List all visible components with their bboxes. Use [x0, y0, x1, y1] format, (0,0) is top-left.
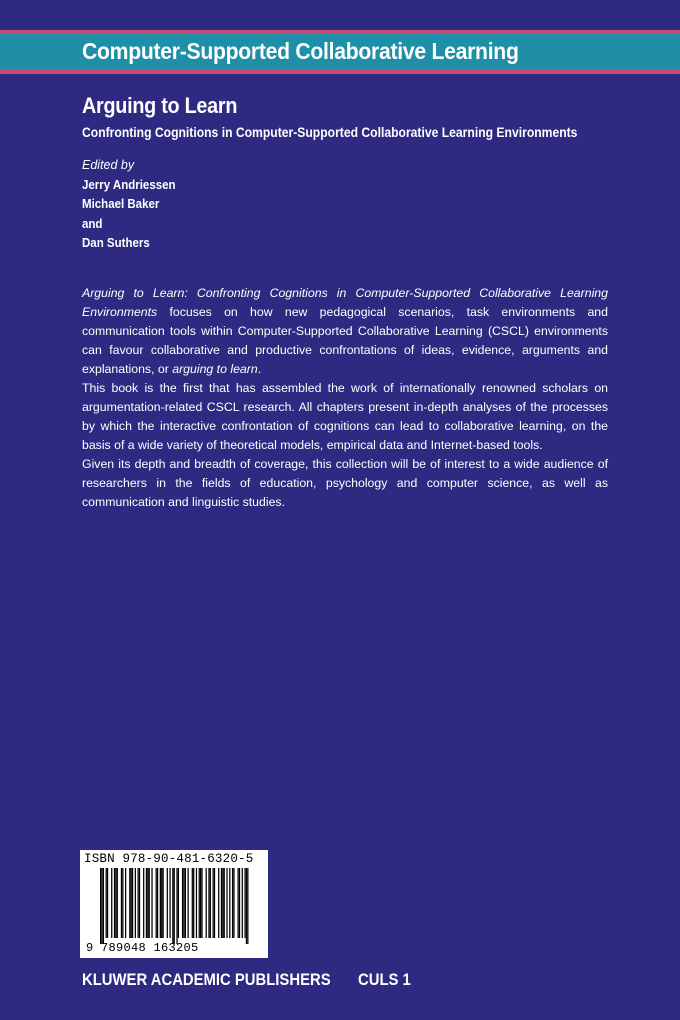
book-subtitle: Confronting Cognitions in Computer-Supported Collaborative Learning Environments — [82, 125, 578, 140]
barcode-bar — [242, 868, 243, 938]
barcode-bar — [201, 868, 202, 938]
barcode-bar — [100, 868, 101, 944]
barcode-bar — [122, 868, 123, 938]
barcode-bar — [106, 868, 107, 938]
barcode-bar — [172, 868, 173, 944]
barcode-bar — [229, 868, 230, 938]
barcode-bar — [232, 868, 233, 938]
barcode-bar — [111, 868, 112, 938]
barcode-bar — [226, 868, 227, 938]
barcode-bar — [185, 868, 186, 938]
barcode-bar — [117, 868, 118, 938]
editor-name: Michael Baker — [82, 197, 160, 211]
barcode-bar — [125, 868, 126, 938]
barcode-bar — [161, 868, 162, 938]
description-paragraph — [82, 284, 608, 379]
description-emphasis: arguing to learn — [172, 362, 258, 376]
barcode-bar — [107, 868, 108, 938]
barcode-bars — [100, 868, 250, 944]
barcode-bar — [101, 868, 102, 944]
barcode-bar — [121, 868, 122, 938]
barcode-bar — [146, 868, 147, 938]
barcode-bar — [149, 868, 150, 938]
barcode-bar — [214, 868, 215, 938]
barcode-bar — [221, 868, 222, 938]
barcode-bar — [244, 868, 245, 938]
barcode-bar — [176, 868, 177, 944]
barcode-bar — [246, 868, 247, 944]
editor-name: Jerry Andriessen — [82, 177, 176, 192]
series-code: CULS 1 — [358, 971, 411, 989]
isbn-label: ISBN 978-90-481-6320-5 — [84, 852, 254, 866]
book-description — [82, 284, 608, 512]
book-title: Arguing to Learn — [82, 93, 238, 118]
barcode-bar — [239, 868, 240, 938]
barcode-bar — [224, 868, 225, 938]
editor-conjunction: and — [82, 216, 103, 231]
barcode-bar — [143, 868, 144, 938]
barcode-bar — [138, 868, 139, 938]
publisher-name: KLUWER ACADEMIC PUBLISHERS — [82, 971, 331, 989]
series-title: Computer-Supported Collaborative Learning — [82, 38, 519, 64]
barcode-bar — [129, 868, 130, 938]
barcode-bar — [163, 868, 164, 938]
barcode-bar — [178, 868, 179, 938]
barcode-bar — [160, 868, 161, 938]
barcode-bar — [247, 868, 248, 944]
description-period: . — [257, 362, 262, 376]
barcode-bar — [174, 868, 175, 944]
barcode-bar — [182, 868, 183, 938]
barcode-bar — [233, 868, 234, 938]
barcode-bar — [206, 868, 207, 938]
barcode-bar — [169, 868, 170, 938]
description-paragraph: Given its depth and breadth of coverage, this collection will be of interest to a wide audience of researchers in the fields of education, psychology and computer science, as well as communication and linguistic studies. — [82, 457, 608, 509]
barcode-bar — [188, 868, 189, 938]
barcode-bar — [222, 868, 223, 938]
barcode-bar — [139, 868, 140, 938]
isbn-barcode — [80, 850, 268, 958]
series-band — [0, 30, 680, 74]
barcode-bar — [167, 868, 168, 938]
barcode-bar — [193, 868, 194, 938]
barcode-bar — [147, 868, 148, 938]
description-paragraph: This book is the first that has assembled the work of internationally renowned scholars on argumentation-related CSCL research. All chapters present in-depth analyses of the processes by which the interactive confrontation of cognitions can lead to collaborative learning, on the basis of a wide variety of theoretical models, empirical data and Internet-based tools. — [82, 381, 608, 452]
barcode-bar — [218, 868, 219, 938]
barcode-bar — [208, 868, 209, 938]
barcode-bar — [132, 868, 133, 938]
barcode-bar — [151, 868, 152, 938]
editors-block — [82, 156, 184, 254]
barcode-bar — [115, 868, 116, 938]
barcode-bar — [192, 868, 193, 938]
editor-name: Dan Suthers — [82, 236, 150, 250]
ean-digits: 9 789048 163205 — [86, 941, 199, 955]
barcode-bar — [156, 868, 157, 938]
barcode-bar — [200, 868, 201, 938]
barcode-bar — [114, 868, 115, 938]
barcode-bar — [210, 868, 211, 938]
barcode-bar — [135, 868, 136, 938]
barcode-bar — [183, 868, 184, 938]
edited-by-label: Edited by — [82, 158, 135, 172]
barcode-bar — [213, 868, 214, 938]
barcode-bar — [103, 868, 104, 944]
description-text: focuses on how new pedagogical scenarios, task environments and communication tools within Computer-Supported Collaborative Learning (CSCL) environments can favour collaborative and productive confrontations of ideas, evidence, arguments and explanations, or — [82, 305, 608, 376]
barcode-bar — [196, 868, 197, 938]
barcode-bar — [157, 868, 158, 938]
barcode-bar — [131, 868, 132, 938]
description-title: Arguing to Learn: Confronting Cognitions in Computer-Supported Collaborative Learning Environments — [82, 286, 608, 319]
barcode-bar — [238, 868, 239, 938]
barcode-bar — [199, 868, 200, 938]
